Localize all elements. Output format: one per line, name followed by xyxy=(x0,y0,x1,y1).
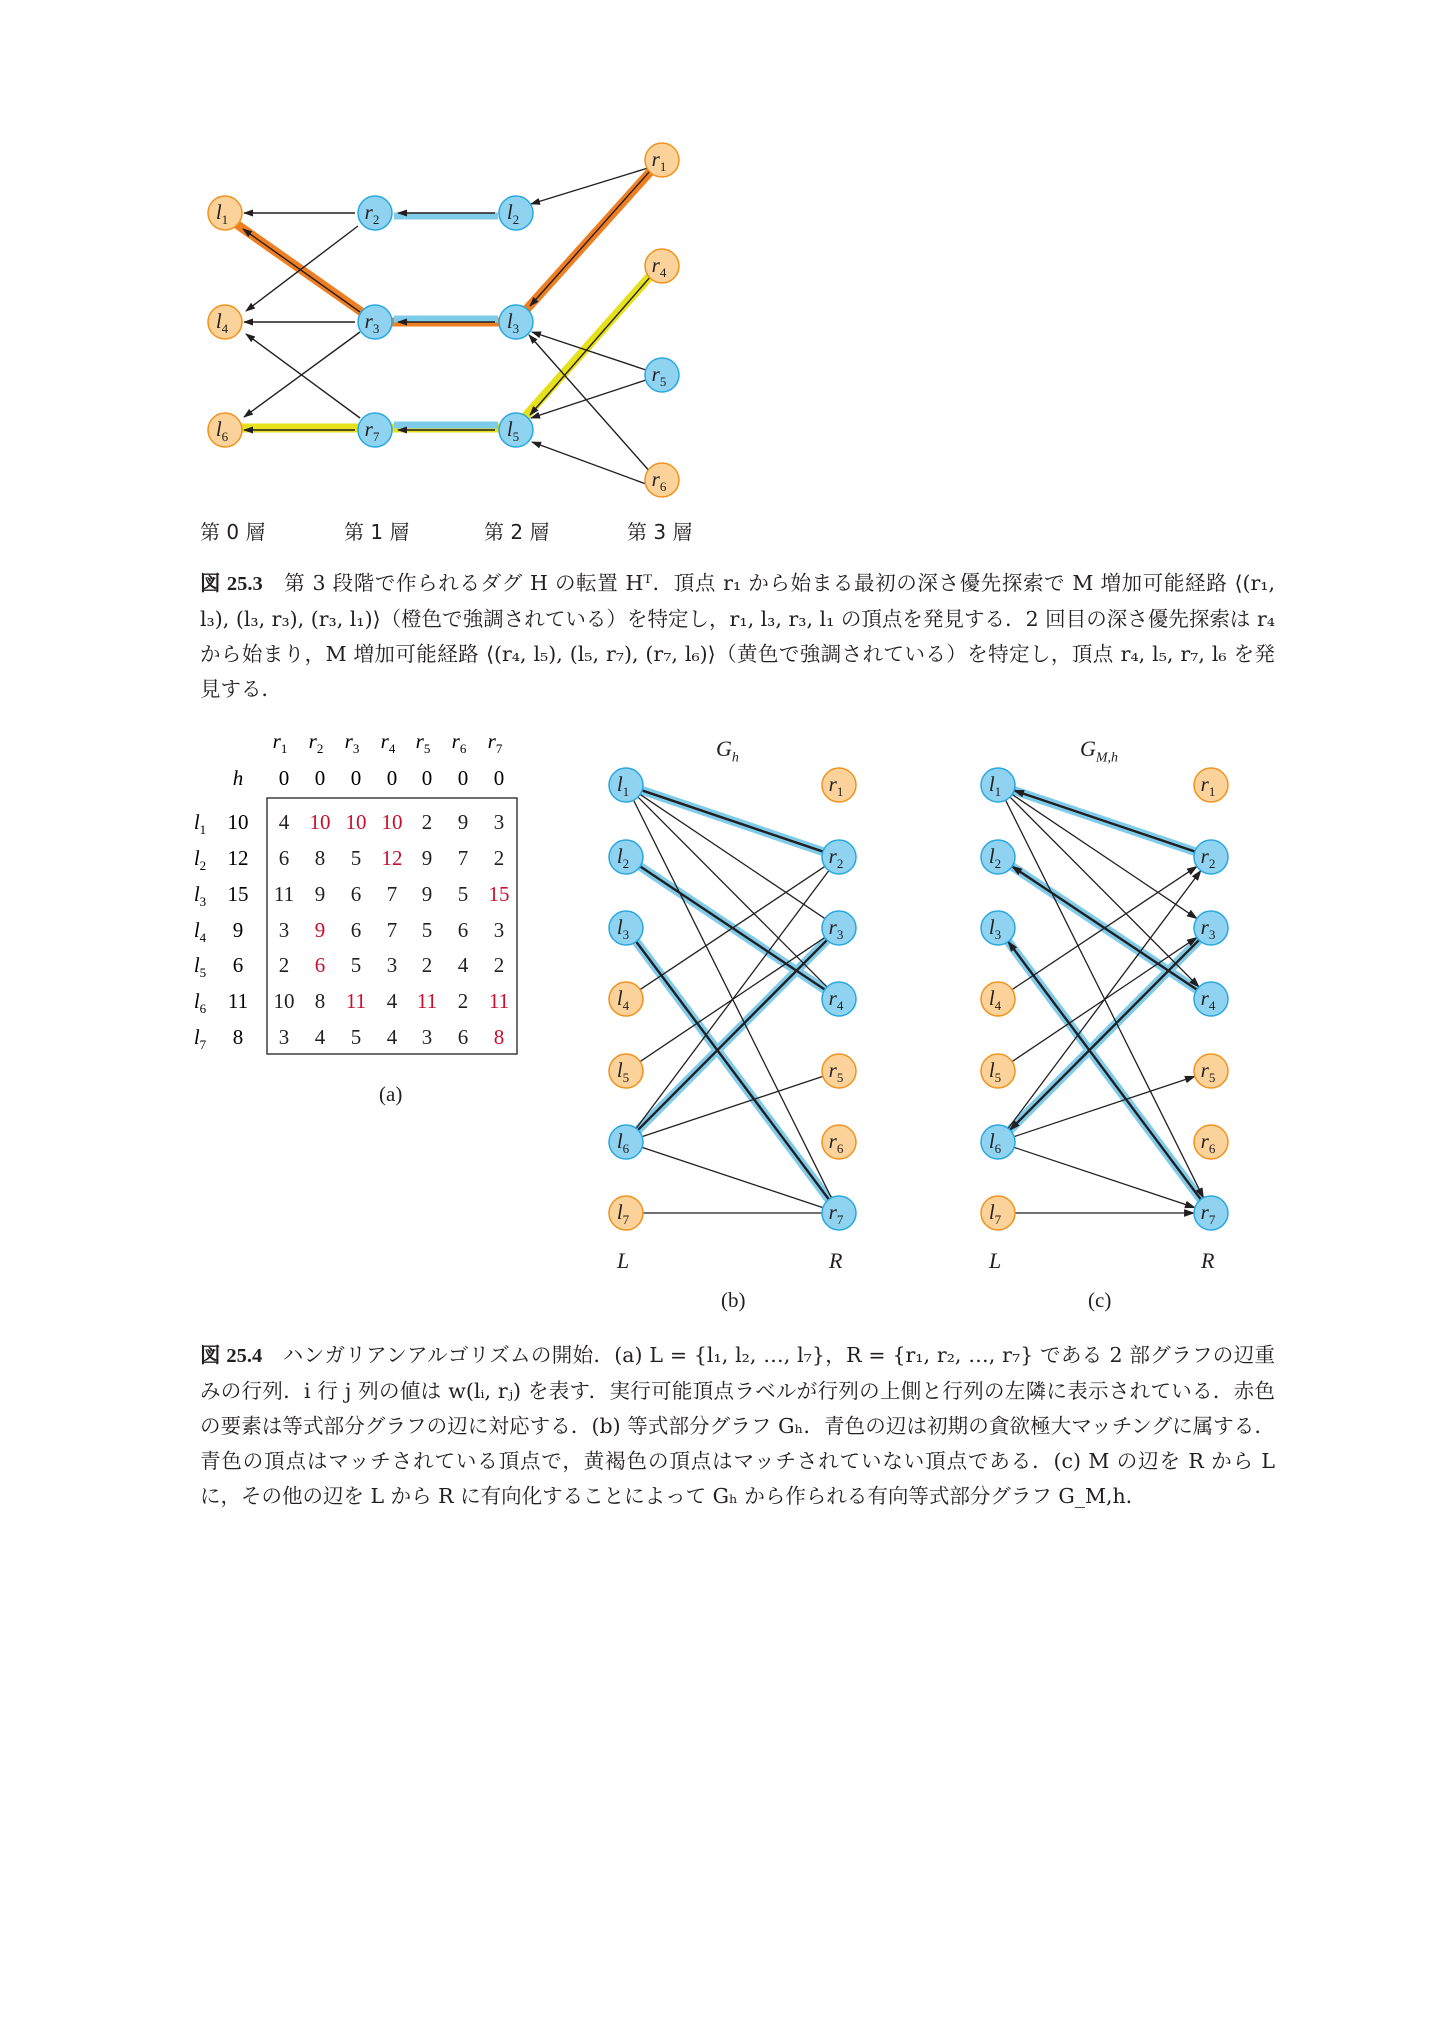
matrix-cell: 8 xyxy=(493,1025,505,1049)
matrix-cell: 2 xyxy=(421,953,433,977)
equality-subgraph-g-h xyxy=(609,768,856,1230)
graph-edge xyxy=(1012,794,1197,918)
figure-25-3-graph xyxy=(0,0,1433,520)
svg-text:l2: $l_2$ xyxy=(988,844,1002,871)
node-r1 xyxy=(822,768,856,802)
node-l1 xyxy=(208,196,242,230)
node-r1 xyxy=(645,143,679,177)
matrix-cell: 6 xyxy=(457,1025,469,1049)
graph-b-R-label: R xyxy=(829,1248,843,1273)
matrix-cell: 9 xyxy=(314,882,326,906)
svg-text:r3: $r_3$ xyxy=(1200,915,1216,942)
node-l7 xyxy=(981,1196,1015,1230)
node-l6 xyxy=(609,1125,643,1159)
matrix-cell: 6 xyxy=(350,918,362,942)
node-r6 xyxy=(822,1125,856,1159)
svg-text:l5: $l_5$ xyxy=(988,1058,1002,1085)
svg-text:r7: $r_7$ xyxy=(1200,1200,1216,1227)
matrix-cell: 15 xyxy=(488,882,510,906)
matrix-cell: 6 xyxy=(350,882,362,906)
matrix-cell: 9 xyxy=(421,846,433,870)
svg-text:l2: $l_2$ xyxy=(506,200,520,227)
subfigure-a-label: (a) xyxy=(379,1082,403,1106)
svg-text:l6: $l_6$ xyxy=(988,1129,1002,1156)
svg-text:r5: $r_5$ xyxy=(828,1058,844,1085)
node-l4 xyxy=(208,305,242,339)
matrix-cell: 2 xyxy=(457,989,469,1013)
figure-25-4-caption-text: ハンガリアンアルゴリズムの開始．(a) L = {l₁, l₂, …, l₇}，R = {r₁, r₂, …, r₇} である 2 部グラフの辺重みの行列．i 行 j 列の値は w(lᵢ, rⱼ) を表す．実行可能頂点ラベルが行列の上側と行列の左隣に表示されている．赤色の要素は等式部分グラフの辺に対応する．(b) 等式部分グラフ Gₕ．青色の辺は初期の貪欲極大マッチングに属する．青色の頂点はマッチされている頂点で，黄褐色の頂点はマッチされていない頂点である．(c) M の辺を R から L に，その他の辺を L から R に有向化することによって Gₕ から作られる有向等式部分グラフ G_M,h． xyxy=(200,1343,1275,1508)
row-label-h: 12 xyxy=(227,846,249,870)
row-header-l3: $l_3$ xyxy=(193,882,207,909)
node-r3 xyxy=(822,911,856,945)
node-l2 xyxy=(499,196,533,230)
matching-edge xyxy=(1010,940,1199,1130)
graph-edge xyxy=(1014,1076,1195,1136)
svg-text:r7: $r_7$ xyxy=(828,1200,844,1227)
matrix-cell: 4 xyxy=(457,953,469,977)
node-l2 xyxy=(609,840,643,874)
svg-text:l4: $l_4$ xyxy=(215,309,229,336)
col-header-r5: $r_5$ xyxy=(415,729,431,756)
row-label-h: 8 xyxy=(232,1025,244,1049)
row-header-l2: $l_2$ xyxy=(193,846,207,873)
col-header-r4: $r_4$ xyxy=(380,729,396,756)
matrix-cell: 3 xyxy=(278,1025,290,1049)
figure-25-3-caption-text: 第 3 段階で作られるダグ H の転置 Hᵀ．頂点 r₁ から始まる最初の深さ優先探索で M 増加可能経路 ⟨(r₁, l₃), (l₃, r₃), (r₃, l₁)⟩（橙色で強調されている）を特定し，r₁, l₃, r₃, l₁ の頂点を発見する．2 回目の深さ優先探索は r₄ から始まり，M 増加可能経路 ⟨(r₄, l₅), (l₅, r₇), (r₇, l₆)⟩（黄色で強調されている）を特定し，頂点 r₄, l₅, r₇, l₆ を発見する． xyxy=(200,571,1275,701)
layer-0-label: 第 0 層 xyxy=(200,520,266,544)
col-label-h: 0 xyxy=(350,766,362,790)
node-r7 xyxy=(822,1196,856,1230)
row-label-h: 10 xyxy=(227,810,249,834)
svg-text:r4: $r_4$ xyxy=(1200,986,1216,1013)
graph-edge xyxy=(640,794,825,918)
matrix-cell: 7 xyxy=(457,846,469,870)
matrix-cell: 12 xyxy=(381,846,403,870)
matrix-cell: 6 xyxy=(314,953,326,977)
node-l2 xyxy=(981,840,1015,874)
matrix-cell: 5 xyxy=(350,953,362,977)
matrix-cell: 10 xyxy=(273,989,295,1013)
row-header-l5: $l_5$ xyxy=(193,953,207,980)
matrix-cell: 6 xyxy=(457,918,469,942)
row-header-l6: $l_6$ xyxy=(193,989,207,1016)
node-l6 xyxy=(208,413,242,447)
node-r2 xyxy=(358,196,392,230)
col-label-h: 0 xyxy=(314,766,326,790)
matrix-cell: 7 xyxy=(386,882,398,906)
figure-25-3-caption xyxy=(200,566,1275,707)
svg-text:l4: $l_4$ xyxy=(616,986,630,1013)
yellow-augmenting-path xyxy=(231,266,659,428)
col-label-h: 0 xyxy=(421,766,433,790)
figure-25-4-caption-label: 図 25.4 xyxy=(200,1345,263,1367)
matrix-cell: 3 xyxy=(386,953,398,977)
node-r4 xyxy=(822,982,856,1016)
row-header-l1: $l_1$ xyxy=(193,810,207,837)
svg-text:l5: $l_5$ xyxy=(616,1058,630,1085)
node-l5 xyxy=(981,1054,1015,1088)
matrix-cell: 4 xyxy=(386,989,398,1013)
directed-equality-subgraph-g-m-h xyxy=(981,768,1228,1230)
node-r4 xyxy=(1194,982,1228,1016)
layer-2-label: 第 2 層 xyxy=(484,520,550,544)
node-r7 xyxy=(358,413,392,447)
node-r5 xyxy=(1194,1054,1228,1088)
layer-1-label: 第 1 層 xyxy=(344,520,410,544)
svg-text:r1: $r_1$ xyxy=(651,147,667,174)
matrix-cell: 9 xyxy=(314,918,326,942)
svg-text:r2: $r_2$ xyxy=(364,200,380,227)
matching-edge xyxy=(638,940,827,1130)
svg-text:r1: $r_1$ xyxy=(1200,772,1216,799)
svg-text:l1: $l_1$ xyxy=(215,200,229,227)
svg-text:l4: $l_4$ xyxy=(988,986,1002,1013)
blue-matching-bands xyxy=(394,216,498,425)
node-l6 xyxy=(981,1125,1015,1159)
svg-text:l3: $l_3$ xyxy=(988,915,1002,942)
col-header-r2: $r_2$ xyxy=(308,729,324,756)
col-label-h: 0 xyxy=(457,766,469,790)
svg-text:r6: $r_6$ xyxy=(1200,1129,1216,1156)
node-r5 xyxy=(822,1054,856,1088)
matrix-cell: 10 xyxy=(309,810,331,834)
svg-text:r5: $r_5$ xyxy=(651,362,667,389)
svg-text:l7: $l_7$ xyxy=(988,1200,1002,1227)
matrix-cell: 9 xyxy=(457,810,469,834)
figure-25-4 xyxy=(0,700,1433,1340)
svg-text:l3: $l_3$ xyxy=(616,915,630,942)
orange-augmenting-path xyxy=(232,162,659,322)
h-label: h xyxy=(232,766,244,790)
matrix-cell: 8 xyxy=(314,846,326,870)
svg-text:r2: $r_2$ xyxy=(1200,844,1216,871)
svg-text:l1: $l_1$ xyxy=(988,772,1002,799)
svg-text:r2: $r_2$ xyxy=(828,844,844,871)
matrix-cell: 11 xyxy=(273,882,295,906)
svg-text:r3: $r_3$ xyxy=(828,915,844,942)
graph-c-R-label: R xyxy=(1201,1248,1215,1273)
node-l1 xyxy=(981,768,1015,802)
graph-c-title: $G_{M,h}$ xyxy=(1080,736,1119,766)
graph-b-L-label: L xyxy=(617,1248,630,1273)
matrix-cell: 5 xyxy=(457,882,469,906)
matrix-cell: 2 xyxy=(278,953,290,977)
graph-edge xyxy=(1008,871,1201,1129)
node-l3 xyxy=(499,305,533,339)
node-l4 xyxy=(609,982,643,1016)
svg-text:l3: $l_3$ xyxy=(506,309,520,336)
matrix-cell: 10 xyxy=(345,810,367,834)
subfigure-c-label: (c) xyxy=(1088,1288,1112,1312)
node-l7 xyxy=(609,1196,643,1230)
matrix-cell: 4 xyxy=(314,1025,326,1049)
matrix-cell: 11 xyxy=(488,989,510,1013)
matching-edge xyxy=(636,942,829,1200)
svg-text:l5: $l_5$ xyxy=(506,417,520,444)
svg-text:l1: $l_1$ xyxy=(616,772,630,799)
svg-text:r5: $r_5$ xyxy=(1200,1058,1216,1085)
svg-text:l7: $l_7$ xyxy=(616,1200,630,1227)
node-l4 xyxy=(981,982,1015,1016)
weight-matrix xyxy=(194,729,517,1054)
matching-edge xyxy=(1008,942,1201,1200)
svg-text:l6: $l_6$ xyxy=(616,1129,630,1156)
matrix-cell: 5 xyxy=(421,918,433,942)
row-header-l7: $l_7$ xyxy=(193,1025,207,1052)
graph-edge xyxy=(642,1076,823,1136)
svg-text:r1: $r_1$ xyxy=(828,772,844,799)
row-label-h: 15 xyxy=(227,882,249,906)
matrix-cell: 3 xyxy=(493,810,505,834)
matrix-cell: 3 xyxy=(278,918,290,942)
node-l5 xyxy=(609,1054,643,1088)
node-l1 xyxy=(609,768,643,802)
node-r4 xyxy=(645,249,679,283)
col-header-r7: $r_7$ xyxy=(487,729,503,756)
node-r2 xyxy=(822,840,856,874)
svg-text:r7: $r_7$ xyxy=(364,417,380,444)
matching-edge xyxy=(642,790,823,851)
row-header-l4: $l_4$ xyxy=(193,918,207,945)
matrix-cell: 5 xyxy=(350,1025,362,1049)
graph-c-L-label: L xyxy=(989,1248,1002,1273)
matrix-cell: 11 xyxy=(345,989,367,1013)
svg-text:r4: $r_4$ xyxy=(651,253,667,280)
node-r6 xyxy=(1194,1125,1228,1159)
matching-edge xyxy=(1014,790,1195,851)
svg-text:r4: $r_4$ xyxy=(828,986,844,1013)
matrix-cell: 4 xyxy=(278,810,290,834)
graph-edge xyxy=(636,871,829,1129)
matrix-cell: 10 xyxy=(381,810,403,834)
node-r3 xyxy=(1194,911,1228,945)
svg-text:r6: $r_6$ xyxy=(828,1129,844,1156)
matrix-cell: 3 xyxy=(493,918,505,942)
figure-25-4-caption xyxy=(200,1338,1275,1514)
node-r6 xyxy=(645,463,679,497)
matrix-cell: 2 xyxy=(493,953,505,977)
matrix-cell: 2 xyxy=(493,846,505,870)
col-header-r6: $r_6$ xyxy=(451,729,467,756)
row-label-h: 9 xyxy=(232,918,244,942)
matrix-cell: 9 xyxy=(421,882,433,906)
node-r2 xyxy=(1194,840,1228,874)
col-label-h: 0 xyxy=(386,766,398,790)
node-l3 xyxy=(981,911,1015,945)
col-header-r1: $r_1$ xyxy=(272,729,288,756)
graph-b-title: $G_h$ xyxy=(716,736,739,766)
svg-text:r3: $r_3$ xyxy=(364,309,380,336)
subfigure-b-label: (b) xyxy=(721,1288,746,1312)
row-label-h: 11 xyxy=(227,989,249,1013)
row-label-h: 6 xyxy=(232,953,244,977)
layer-3-label: 第 3 層 xyxy=(627,520,693,544)
matrix-cell: 11 xyxy=(416,989,438,1013)
matrix-cell: 3 xyxy=(421,1025,433,1049)
col-label-h: 0 xyxy=(493,766,505,790)
matrix-cell: 7 xyxy=(386,918,398,942)
node-r3 xyxy=(358,305,392,339)
col-label-h: 0 xyxy=(278,766,290,790)
node-r7 xyxy=(1194,1196,1228,1230)
matrix-cell: 2 xyxy=(421,810,433,834)
matrix-cell: 4 xyxy=(386,1025,398,1049)
node-l3 xyxy=(609,911,643,945)
node-r1 xyxy=(1194,768,1228,802)
matrix-cell: 8 xyxy=(314,989,326,1013)
col-header-r3: $r_3$ xyxy=(344,729,360,756)
svg-text:l6: $l_6$ xyxy=(215,417,229,444)
svg-text:l2: $l_2$ xyxy=(616,844,630,871)
node-l5 xyxy=(499,413,533,447)
svg-text:r6: $r_6$ xyxy=(651,467,667,494)
node-r5 xyxy=(645,358,679,392)
matrix-cell: 5 xyxy=(350,846,362,870)
matrix-cell: 6 xyxy=(278,846,290,870)
figure-25-3-caption-label: 図 25.3 xyxy=(200,573,263,595)
